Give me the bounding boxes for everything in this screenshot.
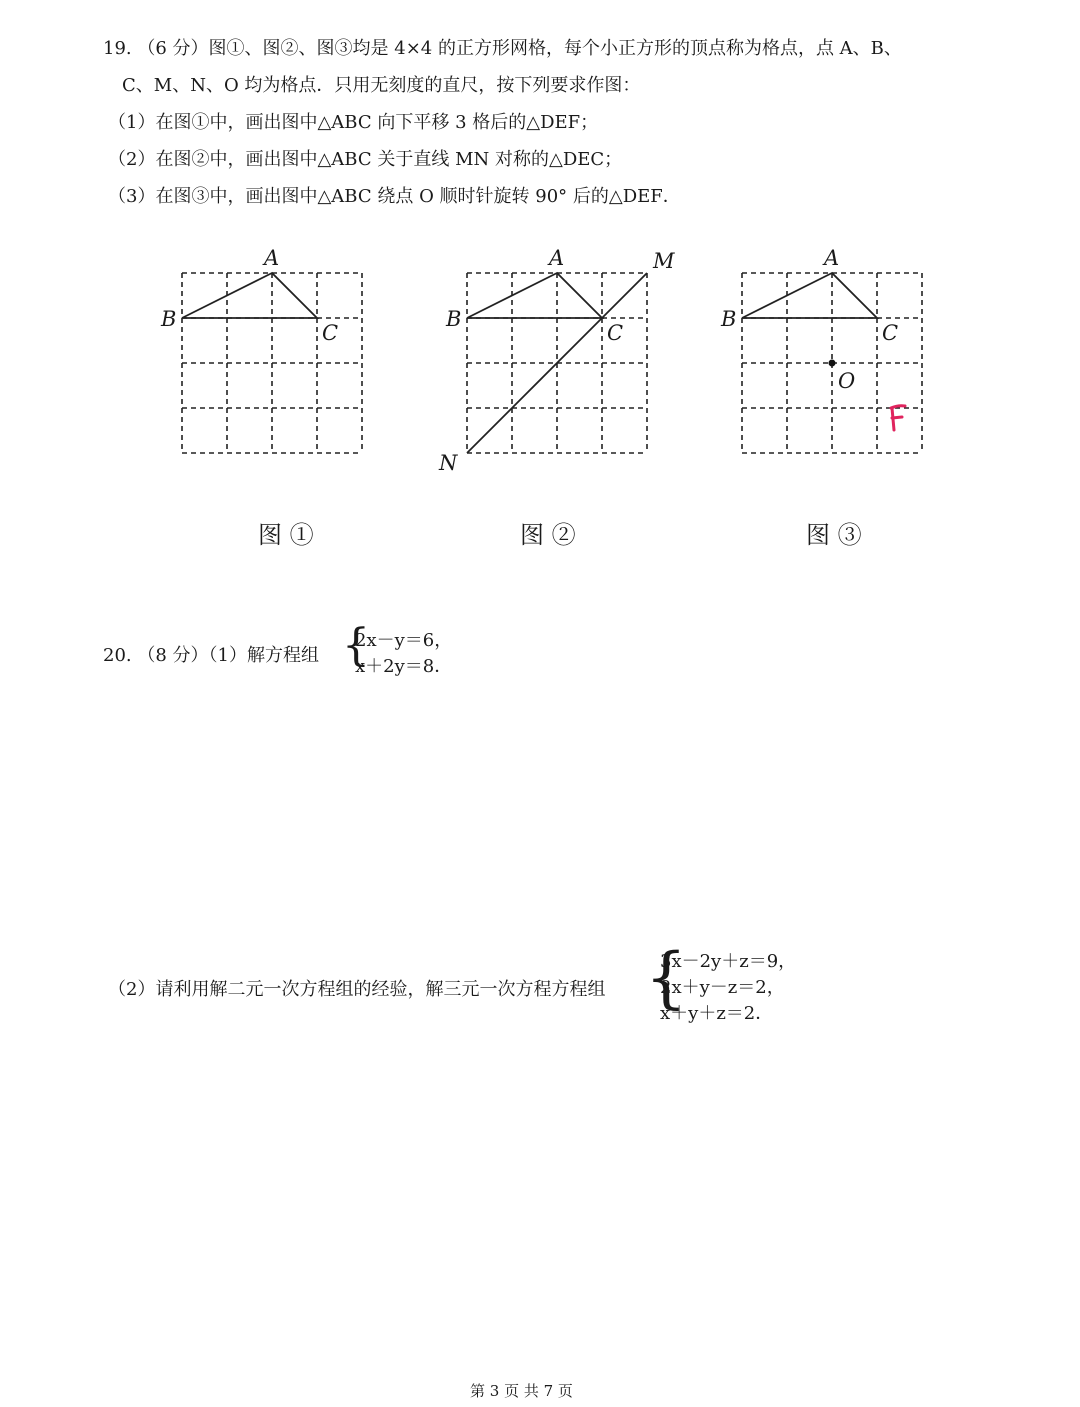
point-b-label: B <box>721 307 737 331</box>
point-o-dot <box>829 360 836 367</box>
triangle-abc <box>467 273 602 318</box>
point-m-label: M <box>653 249 675 273</box>
triangle-abc <box>182 273 317 318</box>
figure-1-caption: 图 ① <box>258 521 314 549</box>
system2-eq3: x＋y＋z＝2． <box>660 1003 774 1024</box>
q20-part2: （2）请利用解二元一次方程组的经验，解三元一次方程方程组 <box>108 979 606 1000</box>
figure-3-caption: 图 ③ <box>806 521 862 549</box>
q19-part3: （3）在图③中，画出图中△ABC 绕点 O 顺时针旋转 90° 后的△DEF． <box>108 186 681 207</box>
point-c-label: C <box>882 321 899 345</box>
q19-line2: C、M、N、O 均为格点．只用无刻度的直尺，按下列要求作图： <box>122 75 641 96</box>
figure-2 <box>435 240 695 480</box>
system2-eq2: 2x＋y－z＝2， <box>660 977 785 998</box>
point-n-label: N <box>439 451 458 475</box>
system1-eq2: x＋2y＝8． <box>355 656 453 677</box>
q20-intro: 20. （8 分）（1）解方程组 <box>103 645 319 666</box>
figure-3 <box>710 240 950 480</box>
point-a-label: A <box>824 246 840 270</box>
point-a-label: A <box>264 246 280 270</box>
q19-part1: （1）在图①中，画出图中△ABC 向下平移 3 格后的△DEF； <box>108 112 599 133</box>
handwritten-f-mark <box>891 406 905 430</box>
system1-brace: { <box>342 620 370 671</box>
point-c-label: C <box>322 321 339 345</box>
system2-brace: { <box>645 939 687 1016</box>
system1-eq1: 2x－y＝6， <box>355 630 453 651</box>
figure-1 <box>150 240 390 480</box>
point-o-label: O <box>838 369 856 393</box>
page-footer: 第 3 页 共 7 页 <box>470 1382 573 1400</box>
system2-eq1: 3x－2y＋z＝9， <box>660 951 797 972</box>
point-c-label: C <box>607 321 624 345</box>
q19-line1: 19. （6 分）图①、图②、图③均是 4×4 的正方形网格，每个小正方形的顶点称为格点，点 A、B、 <box>103 38 902 59</box>
q19-part2: （2）在图②中，画出图中△ABC 关于直线 MN 对称的△DEC； <box>108 149 623 170</box>
point-b-label: B <box>446 307 462 331</box>
figure-2-caption: 图 ② <box>520 521 576 549</box>
triangle-abc <box>742 273 877 318</box>
point-a-label: A <box>549 246 565 270</box>
point-b-label: B <box>161 307 177 331</box>
grid-4x4 <box>182 273 362 453</box>
